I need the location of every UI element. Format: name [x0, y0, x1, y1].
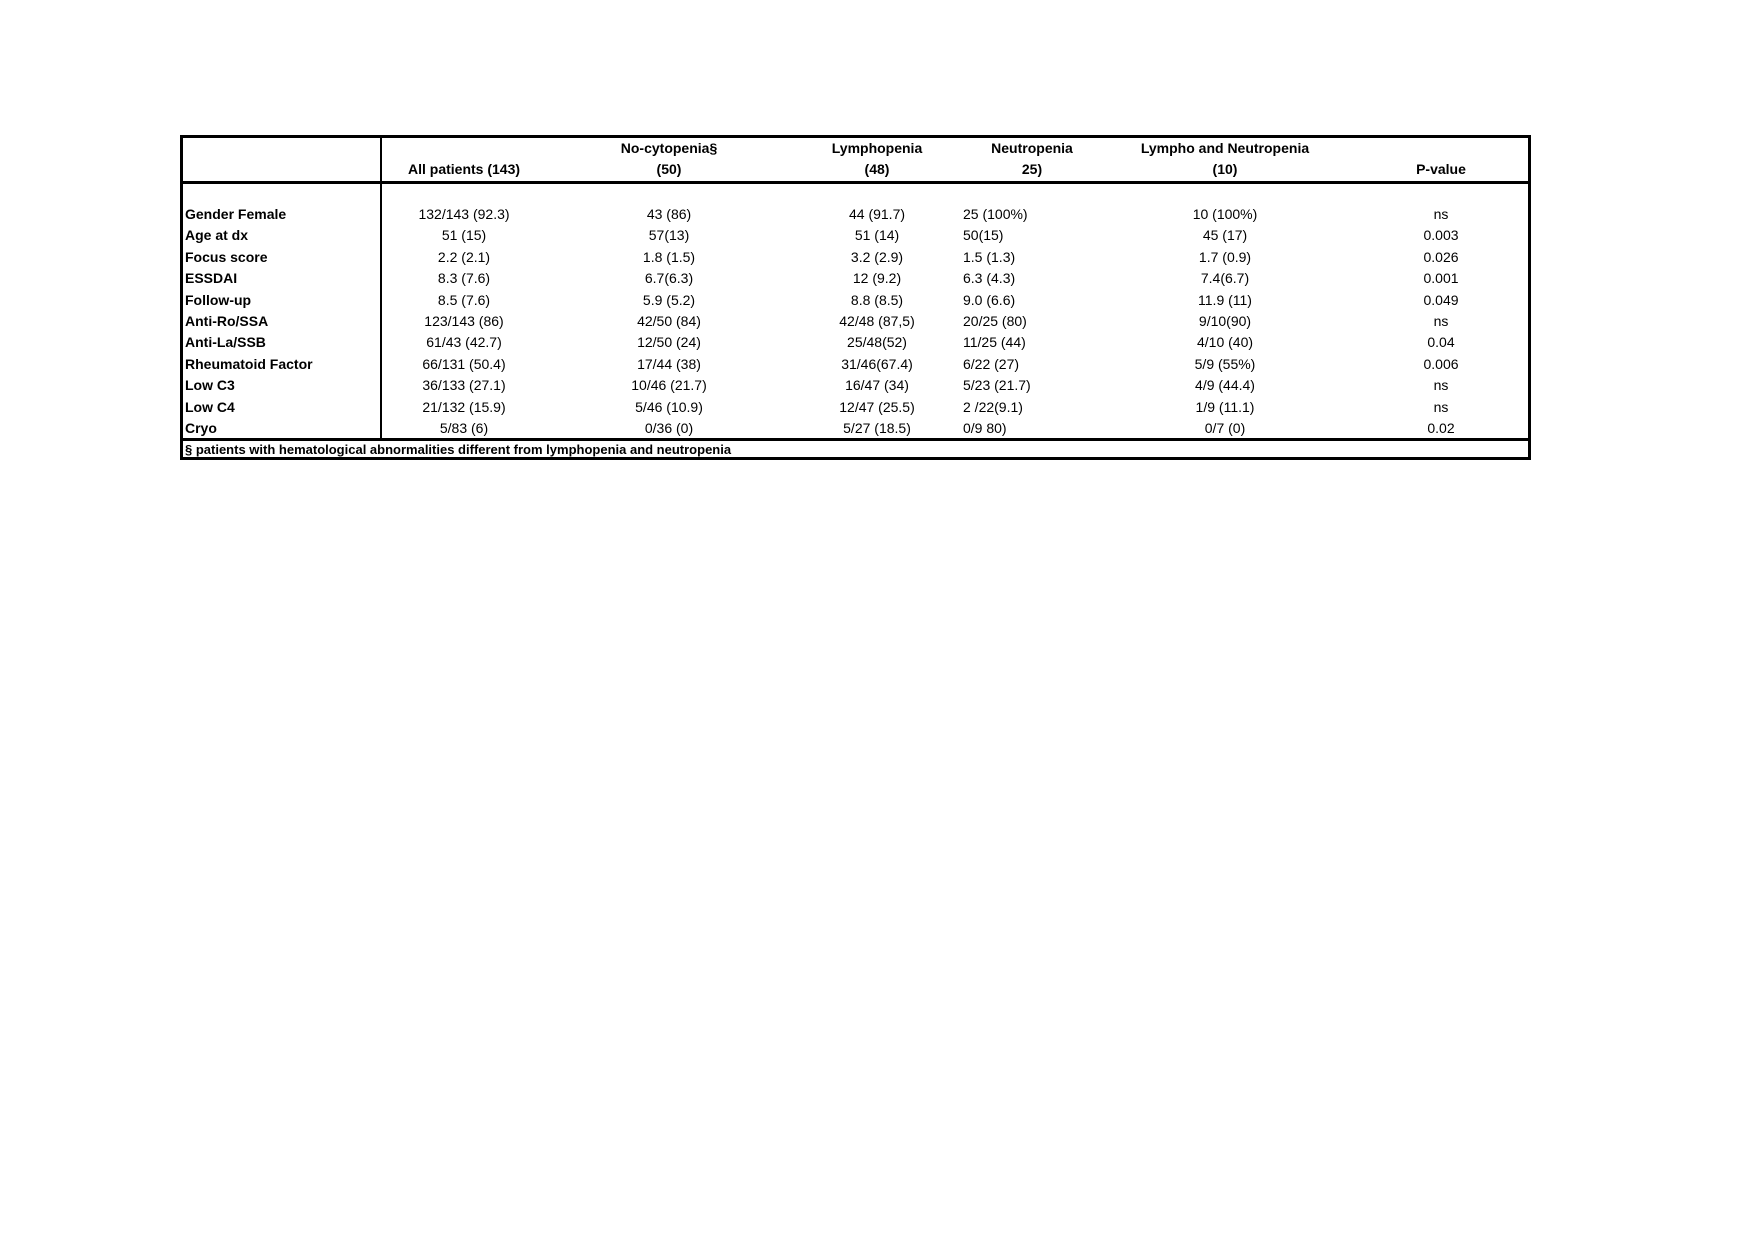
data-table	[180, 135, 1531, 460]
cell-lympho-neutropenia: 45 (17)	[1202, 227, 1248, 244]
row-label: Rheumatoid Factor	[185, 355, 313, 372]
cell-pvalue: ns	[1433, 313, 1449, 329]
cell-no-cytopenia: 10/46 (21.7)	[631, 377, 707, 394]
cell-neutropenia: 11/25 (44)	[963, 334, 1026, 351]
cell-all-patients: 61/43 (42.7)	[426, 334, 502, 351]
cell-neutropenia: 2 /22(9.1)	[963, 398, 1023, 415]
cell-all-patients: 36/133 (27.1)	[422, 377, 506, 394]
header-all-patients: All patients (143)	[407, 161, 521, 177]
cell-lymphopenia: 16/47 (34)	[845, 377, 909, 394]
cell-no-cytopenia: 43 (86)	[646, 206, 692, 222]
cell-no-cytopenia: 42/50 (84)	[637, 313, 701, 329]
cell-no-cytopenia: 17/44 (38)	[637, 355, 701, 372]
cell-lymphopenia: 8.8 (8.5)	[850, 291, 904, 308]
cell-lympho-neutropenia: 0/7 (0)	[1204, 420, 1246, 436]
cell-pvalue: 0.02	[1427, 420, 1455, 436]
cell-lymphopenia: 44 (91.7)	[848, 206, 906, 222]
cell-all-patients: 8.3 (7.6)	[437, 270, 491, 287]
cell-no-cytopenia: 57(13)	[648, 227, 690, 244]
cell-neutropenia: 9.0 (6.6)	[963, 291, 1016, 308]
cell-lymphopenia: 31/46(67.4)	[841, 355, 913, 372]
cell-neutropenia: 5/23 (21.7)	[963, 377, 1031, 394]
row-label: Follow-up	[185, 291, 252, 308]
cell-no-cytopenia: 6.7(6.3)	[644, 270, 694, 287]
cell-lymphopenia: 3.2 (2.9)	[850, 248, 904, 265]
cell-pvalue: 0.006	[1423, 355, 1459, 372]
row-label: Anti-La/SSB	[185, 334, 266, 351]
cell-no-cytopenia: 5/46 (10.9)	[635, 398, 703, 415]
cell-lymphopenia: 12/47 (25.5)	[839, 398, 915, 415]
cell-neutropenia: 50(15)	[963, 227, 1004, 244]
row-label: Anti-Ro/SSA	[185, 313, 269, 329]
header-no-cytopenia: No-cytopenia§	[620, 140, 718, 156]
cell-lympho-neutropenia: 10 (100%)	[1192, 206, 1258, 222]
row-label: Low C4	[185, 398, 235, 415]
cell-neutropenia: 6/22 (27)	[963, 355, 1020, 372]
cell-lymphopenia: 12 (9.2)	[852, 270, 902, 287]
header-lympho-neutropenia: Lympho and Neutropenia	[1140, 140, 1310, 156]
cell-all-patients: 123/143 (86)	[424, 313, 504, 329]
header-pvalue: P-value	[1416, 161, 1466, 177]
cell-all-patients: 66/131 (50.4)	[422, 355, 506, 372]
cell-no-cytopenia: 0/36 (0)	[644, 420, 694, 436]
cell-lymphopenia: 25/48(52)	[847, 334, 907, 351]
cell-neutropenia: 25 (100%)	[963, 206, 1028, 222]
cell-pvalue: ns	[1433, 398, 1449, 415]
cell-neutropenia: 6.3 (4.3)	[963, 270, 1016, 287]
row-label: Cryo	[185, 420, 217, 436]
row-label: Age at dx	[185, 227, 249, 244]
header-lympho-neutropenia-count: (10)	[1212, 161, 1238, 177]
cell-neutropenia: 1.5 (1.3)	[963, 248, 1016, 265]
cell-pvalue: 0.04	[1427, 334, 1455, 351]
cell-all-patients: 51 (15)	[441, 227, 487, 244]
cell-no-cytopenia: 5.9 (5.2)	[642, 291, 696, 308]
cell-pvalue: 0.001	[1423, 270, 1459, 287]
header-divider	[183, 181, 1528, 184]
cell-no-cytopenia: 1.8 (1.5)	[642, 248, 696, 265]
row-label: Low C3	[185, 377, 235, 394]
cell-lympho-neutropenia: 11.9 (11)	[1198, 291, 1252, 308]
row-label: ESSDAI	[185, 270, 238, 287]
cell-lymphopenia: 5/27 (18.5)	[843, 420, 911, 436]
header-lymphopenia: Lymphopenia	[831, 140, 923, 156]
cell-no-cytopenia: 12/50 (24)	[637, 334, 701, 351]
cell-all-patients: 8.5 (7.6)	[437, 291, 491, 308]
cell-lympho-neutropenia: 5/9 (55%)	[1194, 355, 1256, 372]
cell-all-patients: 5/83 (6)	[439, 420, 489, 436]
cell-pvalue: 0.026	[1423, 248, 1459, 265]
row-label: Focus score	[185, 248, 268, 265]
cell-pvalue: ns	[1433, 206, 1449, 222]
cell-neutropenia: 0/9 80)	[963, 420, 1007, 436]
header-neutropenia: Neutropenia	[991, 140, 1073, 156]
cell-lympho-neutropenia: 1/9 (11.1)	[1195, 398, 1255, 415]
cell-pvalue: ns	[1433, 377, 1449, 394]
header-no-cytopenia-count: (50)	[656, 161, 682, 177]
header-neutropenia-count: 25)	[1021, 161, 1043, 177]
cell-all-patients: 21/132 (15.9)	[422, 398, 506, 415]
cell-all-patients: 132/143 (92.3)	[418, 206, 510, 222]
cell-lympho-neutropenia: 4/10 (40)	[1196, 334, 1254, 351]
cell-pvalue: 0.049	[1423, 291, 1459, 308]
cell-pvalue: 0.003	[1423, 227, 1459, 244]
table-footnote: § patients with hematological abnormalities different from lymphopenia and neutropenia	[185, 442, 732, 457]
cell-neutropenia: 20/25 (80)	[963, 313, 1027, 329]
cell-lympho-neutropenia: 7.4(6.7)	[1200, 270, 1250, 287]
row-label: Gender Female	[185, 206, 287, 222]
cell-lympho-neutropenia: 9/10(90)	[1198, 313, 1252, 329]
cell-lymphopenia: 42/48 (87,5)	[839, 313, 915, 329]
cell-lympho-neutropenia: 1.7 (0.9)	[1198, 248, 1252, 265]
cell-lympho-neutropenia: 4/9 (44.4)	[1195, 377, 1255, 394]
header-lymphopenia-count: (48)	[864, 161, 890, 177]
cell-lymphopenia: 51 (14)	[854, 227, 900, 244]
cell-all-patients: 2.2 (2.1)	[437, 248, 491, 265]
